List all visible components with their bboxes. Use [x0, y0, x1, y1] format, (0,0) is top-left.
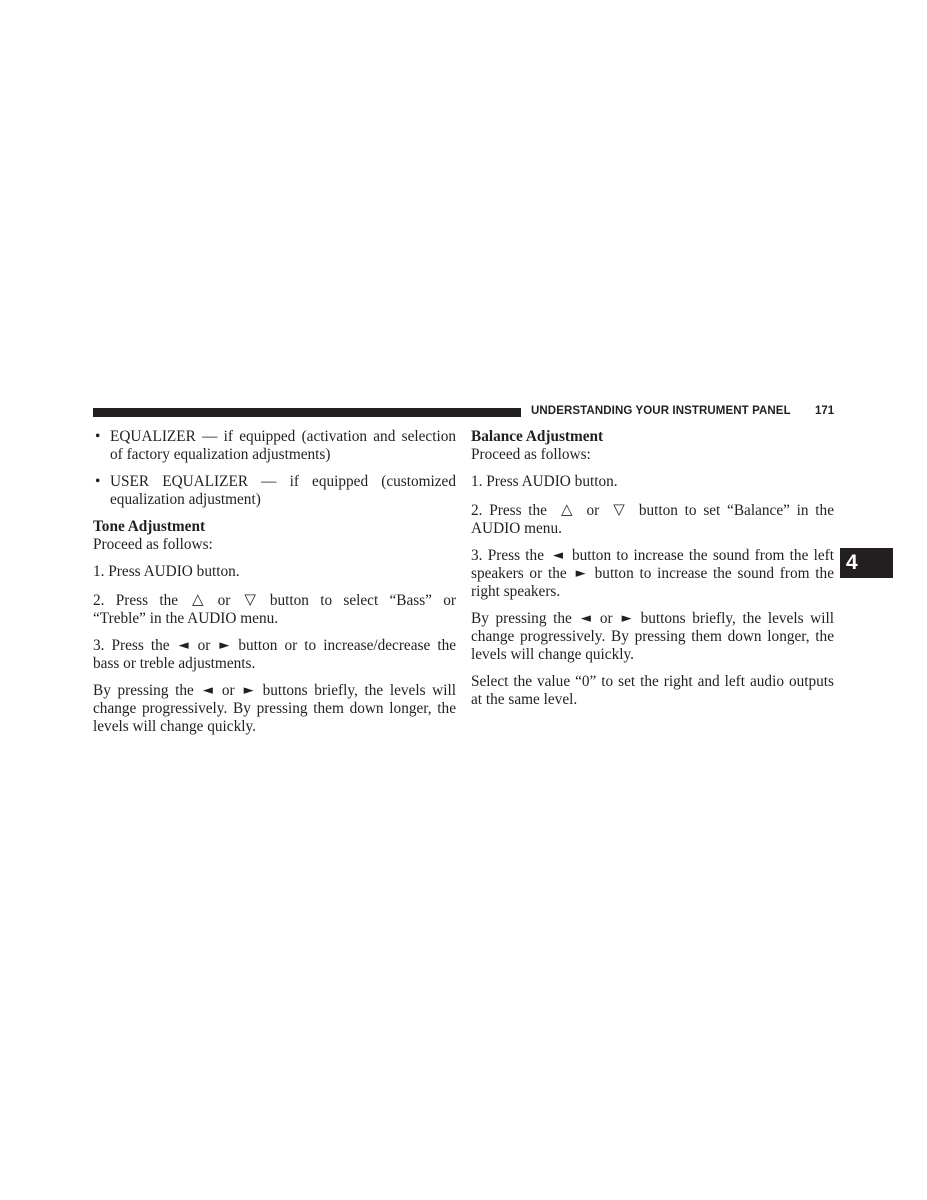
- step-3: 3. Press the ◄ or ► button or to increase/decrease the bass or treble adjustments.: [93, 637, 457, 672]
- right-column: [471, 428, 834, 709]
- left-arrow-icon: ◄: [202, 683, 213, 698]
- intro-text: Proceed as follows:: [93, 536, 213, 553]
- note-text: By pressing the ◄ or ► buttons briefly, the levels will change progressively. By pressing them down longer, the levels will change quickly.: [471, 610, 834, 663]
- bullet-icon: •: [95, 428, 101, 445]
- final-note: Select the value “0” to set the right and left audio outputs at the same level.: [471, 673, 834, 708]
- tone-adjustment-heading: Tone Adjustment: [93, 518, 206, 535]
- page-number: 171: [815, 405, 835, 417]
- header-rule: [93, 408, 521, 417]
- balance-adjustment-heading: Balance Adjustment: [471, 428, 604, 445]
- up-arrow-icon: △: [192, 590, 204, 608]
- step-2: 2. Press the △ or ▽ button to set “Balance” in the AUDIO menu.: [471, 500, 834, 537]
- left-column: [93, 428, 456, 736]
- chapter-tab: 4: [840, 548, 893, 578]
- bullet-icon: •: [95, 473, 101, 490]
- right-arrow-icon: ►: [621, 611, 632, 626]
- list-item: • EQUALIZER — if equipped (activation and selection of factory equalization adjustments): [95, 428, 456, 463]
- down-arrow-icon: ▽: [613, 500, 625, 518]
- step-2: 2. Press the △ or ▽ button to select “Bass” or “Treble” in the AUDIO menu.: [93, 590, 456, 627]
- up-arrow-icon: △: [560, 500, 573, 518]
- down-arrow-icon: ▽: [244, 590, 256, 608]
- intro-text: Proceed as follows:: [471, 446, 591, 463]
- right-arrow-icon: ►: [575, 566, 586, 581]
- right-arrow-icon: ►: [219, 638, 230, 653]
- section-title: UNDERSTANDING YOUR INSTRUMENT PANEL: [531, 405, 791, 417]
- list-item: • USER EQUALIZER — if equipped (customized equalization adjustment): [95, 473, 456, 508]
- left-arrow-icon: ◄: [553, 548, 563, 563]
- left-arrow-icon: ◄: [580, 611, 591, 626]
- step-3: 3. Press the ◄ button to increase the sound from the left speakers or the ► button to increase the sound from the right speakers.: [471, 547, 835, 600]
- left-arrow-icon: ◄: [178, 638, 189, 653]
- note-text: By pressing the ◄ or ► buttons briefly, the levels will change progressively. By pressing them down longer, the levels will change quickly.: [93, 682, 456, 735]
- step-1: 1. Press AUDIO button.: [93, 563, 240, 580]
- step-1: 1. Press AUDIO button.: [471, 473, 618, 490]
- right-arrow-icon: ►: [243, 683, 254, 698]
